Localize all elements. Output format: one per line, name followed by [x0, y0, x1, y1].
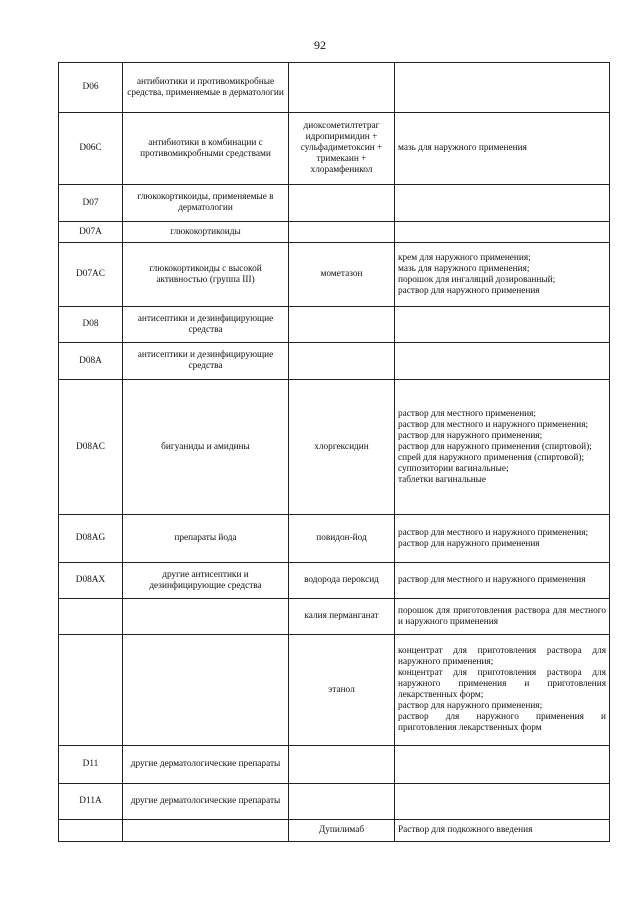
- group-cell: антисептики и дезинфицирующие средства: [123, 307, 289, 343]
- group-cell: бигуаниды и амидины: [123, 380, 289, 515]
- dosage-form-cell: [395, 222, 610, 243]
- group-cell: глюкокортикоиды, применяемые в дерматологии: [123, 185, 289, 222]
- dosage-form-cell: [395, 746, 610, 784]
- dosage-form-cell: [395, 820, 610, 842]
- drug-name-cell: [289, 185, 395, 222]
- drug-name-cell: повидон-йод: [289, 515, 395, 563]
- dosage-form-line: раствор для наружного применения;: [398, 430, 543, 441]
- dosage-form-line: суппозитории вагинальные;: [398, 463, 509, 474]
- group-cell: [123, 820, 289, 842]
- atc-code-cell: [59, 635, 123, 746]
- dosage-form-cell: [395, 563, 610, 599]
- dosage-form-cell: [395, 243, 610, 307]
- drug-name-cell: диоксометилтетраг идропиримидин + сульфадиметоксин + тримекаин + хлорамфеникол: [289, 113, 395, 185]
- atc-code-cell: D07A: [59, 222, 123, 243]
- table-row: [59, 63, 610, 113]
- page-number: 92: [314, 38, 326, 52]
- group-cell: антибиотики и противомикробные средства, применяемые в дерматологии: [123, 63, 289, 113]
- table-row: [59, 599, 610, 635]
- atc-code-cell: D08A: [59, 343, 123, 380]
- group-cell: [123, 599, 289, 635]
- drug-name-cell: мометазон: [289, 243, 395, 307]
- table-row: [59, 635, 610, 746]
- atc-code-cell: D06C: [59, 113, 123, 185]
- drug-name-cell: [289, 307, 395, 343]
- dosage-form-cell: [395, 599, 610, 635]
- atc-code-cell: D11: [59, 746, 123, 784]
- table-row: [59, 343, 610, 380]
- atc-code-cell: [59, 820, 123, 842]
- drug-name-cell: Дупилимаб: [289, 820, 395, 842]
- atc-code-cell: D08AG: [59, 515, 123, 563]
- dosage-form-line: раствор для наружного применения: [398, 538, 540, 549]
- dosage-form-cell: [395, 63, 610, 113]
- table-row: [59, 185, 610, 222]
- atc-code-cell: D07: [59, 185, 123, 222]
- table-row: [59, 222, 610, 243]
- dosage-form-line: порошок для ингаляций дозированный;: [398, 274, 556, 285]
- drug-name-cell: этанол: [289, 635, 395, 746]
- atc-code-cell: [59, 599, 123, 635]
- dosage-form-cell: [395, 307, 610, 343]
- drug-name-cell: хлоргексидин: [289, 380, 395, 515]
- drug-name-cell: водорода пероксид: [289, 563, 395, 599]
- group-cell: антибиотики в комбинации с противомикробными средствами: [123, 113, 289, 185]
- dosage-form-cell: [395, 113, 610, 185]
- dosage-form-cell: [395, 343, 610, 380]
- group-cell: другие дерматологические препараты: [123, 784, 289, 820]
- dosage-form-line: раствор для наружного применения (спиртовой);: [398, 441, 592, 452]
- table-row: [59, 746, 610, 784]
- group-cell: глюкокортикоиды с высокой активностью (группа III): [123, 243, 289, 307]
- table-body: [59, 63, 610, 842]
- dosage-form-cell: [395, 635, 610, 746]
- atc-code-cell: D08AC: [59, 380, 123, 515]
- dosage-form-line: спрей для наружного применения (спиртовой);: [398, 452, 585, 463]
- dosage-form-line: порошок для приготовления раствора для местного и наружного применения: [398, 605, 606, 627]
- dosage-form-line: таблетки вагинальные: [398, 474, 487, 485]
- atc-code-cell: D11A: [59, 784, 123, 820]
- dosage-form-line: раствор для наружного применения;: [398, 701, 543, 711]
- dosage-form-cell: [395, 380, 610, 515]
- dosage-form-line: мазь для наружного применения: [398, 143, 527, 153]
- group-cell: другие дерматологические препараты: [123, 746, 289, 784]
- dosage-form-line: раствор для наружного применения: [398, 285, 540, 296]
- dosage-form-cell: [395, 515, 610, 563]
- drug-name-cell: калия перманганат: [289, 599, 395, 635]
- dosage-form-cell: [395, 185, 610, 222]
- table-row: [59, 515, 610, 563]
- atc-code-cell: D08AX: [59, 563, 123, 599]
- dosage-form-line: раствор для местного и наружного применения: [398, 575, 586, 585]
- dosage-form-line: раствор для местного и наружного применения;: [398, 527, 589, 538]
- group-cell: другие антисептики и дезинфицирующие средства: [123, 563, 289, 599]
- atc-code-cell: D06: [59, 63, 123, 113]
- table-row: [59, 784, 610, 820]
- dosage-form-line: крем для наружного применения;: [398, 252, 531, 263]
- drug-name-cell: [289, 222, 395, 243]
- drug-table: [58, 62, 610, 842]
- drug-name-cell: [289, 343, 395, 380]
- table-row: [59, 820, 610, 842]
- dosage-form-cell: [395, 784, 610, 820]
- atc-code-cell: D08: [59, 307, 123, 343]
- table-row: [59, 113, 610, 185]
- dosage-form-line: раствор для местного и наружного применения;: [398, 419, 589, 430]
- table-row: [59, 307, 610, 343]
- group-cell: антисептики и дезинфицирующие средства: [123, 343, 289, 380]
- group-cell: препараты йода: [123, 515, 289, 563]
- dosage-form-line: Раствор для подкожного введения: [398, 825, 533, 835]
- table-row: [59, 563, 610, 599]
- table-row: [59, 243, 610, 307]
- dosage-form-line: мазь для наружного применения;: [398, 263, 530, 274]
- dosage-form-line: раствор для наружного применения и приготовления лекарственных форм: [398, 712, 606, 733]
- dosage-form-line: концентрат для приготовления раствора для наружного применения и приготовления лекарственных форм;: [398, 668, 606, 700]
- dosage-form-line: раствор для местного применения;: [398, 408, 537, 419]
- group-cell: глюкокортикоиды: [123, 222, 289, 243]
- drug-name-cell: [289, 746, 395, 784]
- group-cell: [123, 635, 289, 746]
- table-row: [59, 380, 610, 515]
- dosage-form-line: концентрат для приготовления раствора для наружного применения;: [398, 646, 606, 667]
- atc-code-cell: D07AC: [59, 243, 123, 307]
- drug-name-cell: [289, 63, 395, 113]
- drug-name-cell: [289, 784, 395, 820]
